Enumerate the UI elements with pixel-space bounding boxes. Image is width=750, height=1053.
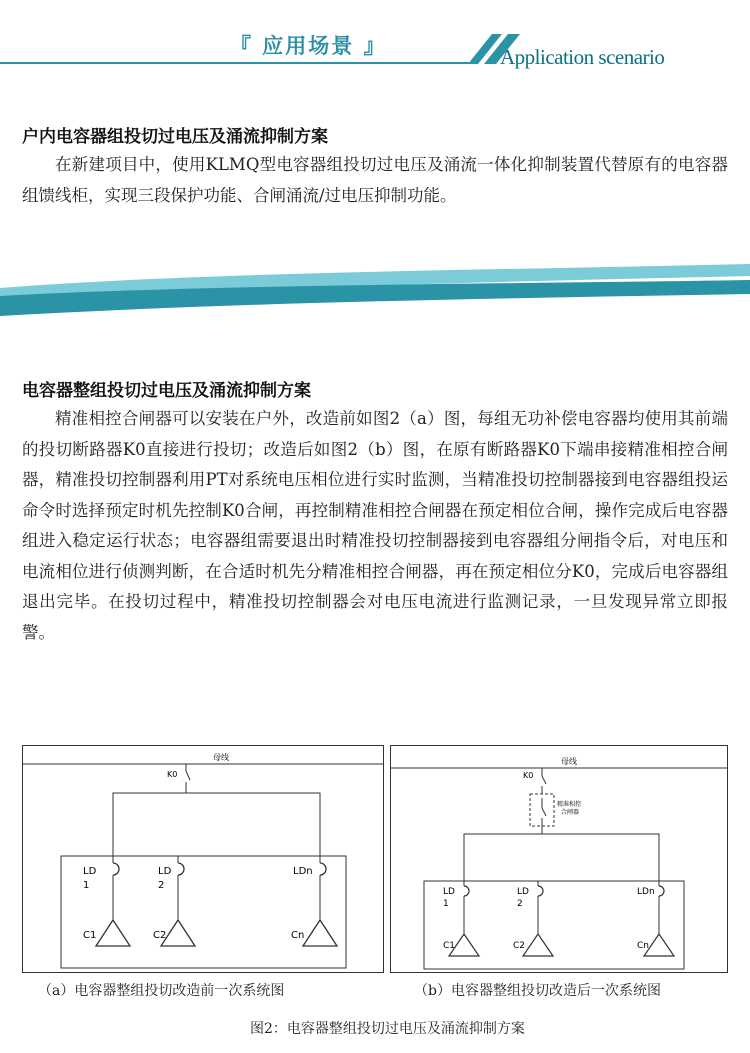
fig-a-cap-1: C1	[83, 930, 97, 941]
fig-a-group-n	[291, 856, 337, 946]
fig-a-switch-icon	[186, 771, 190, 780]
figure-b-diagram	[391, 746, 727, 972]
section1-title: 户内电容器组投切过电压及涌流抑制方案	[22, 127, 328, 147]
fig-a-index-1: 1	[83, 880, 90, 891]
fig-a-reactor-n: LDn	[293, 866, 313, 877]
header-rule	[0, 62, 470, 64]
fig-b-reactor-1: LD	[443, 887, 455, 897]
fig-a-reactor-2: LD	[158, 866, 172, 877]
fig-a-cap-2: C2	[153, 930, 167, 941]
header-subtitle-en: Application scenario	[500, 45, 665, 69]
fig-b-switch-icon	[542, 776, 546, 784]
fig-b-reactor-2: LD	[517, 887, 529, 897]
fig-b-device-label-2: 合闸器	[561, 809, 580, 816]
fig-a-index-2: 2	[158, 880, 165, 891]
fig-a-bus-label: 母线	[213, 753, 229, 762]
fig-a-switch-label: K0	[167, 770, 178, 779]
section2-title: 电容器整组投切过电压及涌流抑制方案	[22, 381, 311, 401]
fig-b-bus-label: 母线	[561, 757, 577, 766]
fig-a-reactor-1: LD	[83, 866, 97, 877]
fig-b-group-n	[637, 881, 674, 956]
fig-b-cap-1: C1	[443, 941, 456, 951]
figure-b	[390, 745, 728, 973]
figure-a	[22, 745, 384, 973]
fig-a-cap-n: Cn	[291, 930, 305, 941]
figure-a-diagram	[23, 746, 383, 972]
section1-body: 在新建项目中，使用KLMQ型电容器组投切过电压及涌流一体化抑制装置代替原有的电容器组馈线柜，实现三段保护功能、合闸涌流/过电压抑制功能。	[22, 155, 728, 205]
fig-a-group-2	[153, 856, 195, 946]
wave-divider	[0, 258, 750, 328]
figure-b-caption: （b）电容器整组投切改造后一次系统图	[414, 983, 661, 999]
section2-body: 精准相控合闸器可以安装在户外，改造前如图2（a）图，每组无功补偿电容器均使用其前端的投切断路器K0直接进行投切；改造后如图2（b）图，在原有断路器K0下端串接精准相控合闸器，精准投切控制器利用PT对系统电压相位进行实时监测，当精准投切控制器接到电容器组投运命令时选择预定时机先控制K0合闸，再控制精准相控合闸器在预定相位合闸，操作完成后电容器组进入稳定运行状态；电容器组需要退出时精准投切控制器接到电容器组分闸指令后，对电压和电流相位进行侦测判断，在合适时机先分精准相控合闸器，再在预定相位分K0，完成后电容器组退出完毕。在投切过程中，精准投切控制器会对电压电流进行监测记录，一旦发现异常立即报警。	[22, 409, 728, 642]
fig-b-group-1	[443, 881, 479, 956]
fig-b-group-2	[513, 881, 553, 956]
fig-b-index-1: 1	[443, 899, 449, 909]
figure-main-caption: 图2：电容器整组投切过电压及涌流抑制方案	[250, 1021, 525, 1037]
fig-b-cap-2: C2	[513, 941, 526, 951]
fig-b-device-label-1: 精准相控	[557, 801, 582, 808]
fig-b-cap-n: Cn	[637, 941, 649, 951]
fig-b-switch-label: K0	[523, 771, 534, 780]
figure-a-caption: （a）电容器整组投切改造前一次系统图	[38, 983, 285, 999]
header-title: 『 应用场景 』	[230, 33, 387, 58]
fig-b-reactor-n: LDn	[637, 887, 655, 897]
fig-a-group-1	[83, 856, 130, 946]
fig-b-index-2: 2	[517, 899, 523, 909]
